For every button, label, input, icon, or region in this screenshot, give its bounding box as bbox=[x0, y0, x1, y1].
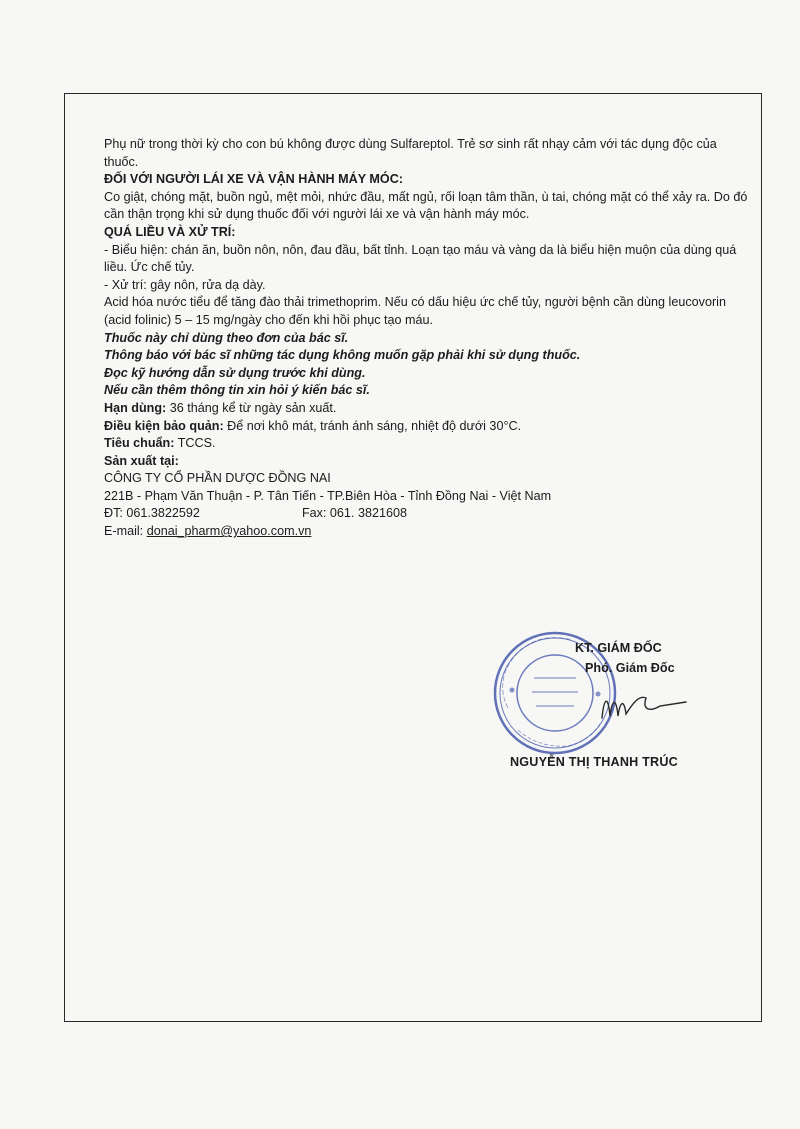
signature-block bbox=[490, 628, 750, 778]
breastfeeding-warning: Phụ nữ trong thời kỳ cho con bú không được dùng Sulfareptol. Trẻ sơ sinh rất nhạy cảm với tác dụng độc của thuốc. bbox=[104, 137, 717, 169]
standard-value: TCCS. bbox=[174, 436, 216, 451]
driving-text: Co giật, chóng mặt, buồn ngủ, mệt mỏi, nhức đầu, mất ngủ, rối loạn tâm thần, ù tai, chóng mặt có thể xảy ra. Do đó cần thận trọng khi sử dụng thuốc đối với người lái xe và vận hành máy móc. bbox=[104, 189, 748, 222]
storage-conditions bbox=[104, 418, 749, 436]
more-info-note: Nếu cần thêm thông tin xin hỏi ý kiến bác sĩ. bbox=[104, 383, 370, 398]
company-name: CÔNG TY CỔ PHẦN DƯỢC ĐỒNG NAI bbox=[104, 471, 331, 486]
storage-value: Để nơi khô mát, tránh ánh sáng, nhiệt độ dưới 30°C. bbox=[223, 418, 522, 433]
overdose-heading: QUÁ LIỀU VÀ XỬ TRÍ: bbox=[104, 224, 236, 239]
email-line bbox=[104, 523, 749, 541]
overdose-acidification: Acid hóa nước tiểu để tăng đào thải trimethoprim. Nếu có dấu hiệu ức chế tủy, người bệnh cần dùng leucovorin (acid folinic) 5 – 15 mg/ngày cho đến khi hồi phục tạo máu. bbox=[104, 295, 726, 327]
standard bbox=[104, 435, 749, 453]
shelf-life-value: 36 tháng kể từ ngày sản xuất. bbox=[166, 400, 337, 415]
manufacturer-label: Sản xuất tại: bbox=[104, 453, 179, 468]
email-link[interactable]: donai_pharm@yahoo.com.vn bbox=[146, 524, 312, 539]
contact-line bbox=[104, 505, 749, 523]
storage-label: Điều kiện bảo quản: bbox=[104, 418, 224, 433]
phone: ĐT: 061.3822592 bbox=[104, 506, 200, 521]
email-label: E-mail: bbox=[104, 524, 147, 539]
shelf-life-label: Hạn dùng: bbox=[104, 400, 167, 415]
document-body bbox=[104, 136, 749, 541]
read-instructions-note: Đọc kỹ hướng dẫn sử dụng trước khi dùng. bbox=[104, 365, 366, 380]
overdose-symptoms: - Biểu hiện: chán ăn, buồn nôn, nôn, đau đầu, bất tỉnh. Loạn tạo máu và vàng da là biểu hiện muộn của dùng quá liều. Ức chế tủy. bbox=[104, 242, 737, 275]
signer-position: Phó. Giám Đốc bbox=[585, 661, 675, 675]
standard-label: Tiêu chuẩn: bbox=[104, 436, 175, 451]
fax: Fax: 061. 3821608 bbox=[301, 506, 407, 521]
overdose-treatment: - Xử trí: gây nôn, rửa dạ dày. bbox=[104, 277, 266, 292]
signer-title: KT. GIÁM ĐỐC bbox=[575, 641, 662, 655]
handwritten-signature bbox=[590, 688, 690, 728]
prescription-note: Thuốc này chỉ dùng theo đơn của bác sĩ. bbox=[104, 330, 349, 345]
signer-name: NGUYỄN THỊ THANH TRÚC bbox=[510, 755, 678, 769]
shelf-life bbox=[104, 400, 749, 418]
side-effect-note: Thông báo với bác sĩ những tác dụng không muốn gặp phải khi sử dụng thuốc. bbox=[104, 348, 581, 363]
driving-heading: ĐỐI VỚI NGƯỜI LÁI XE VÀ VẬN HÀNH MÁY MÓC: bbox=[104, 172, 403, 187]
company-address: 221B - Phạm Văn Thuận - P. Tân Tiến - TP.Biên Hòa - Tỉnh Đồng Nai - Việt Nam bbox=[104, 488, 552, 503]
